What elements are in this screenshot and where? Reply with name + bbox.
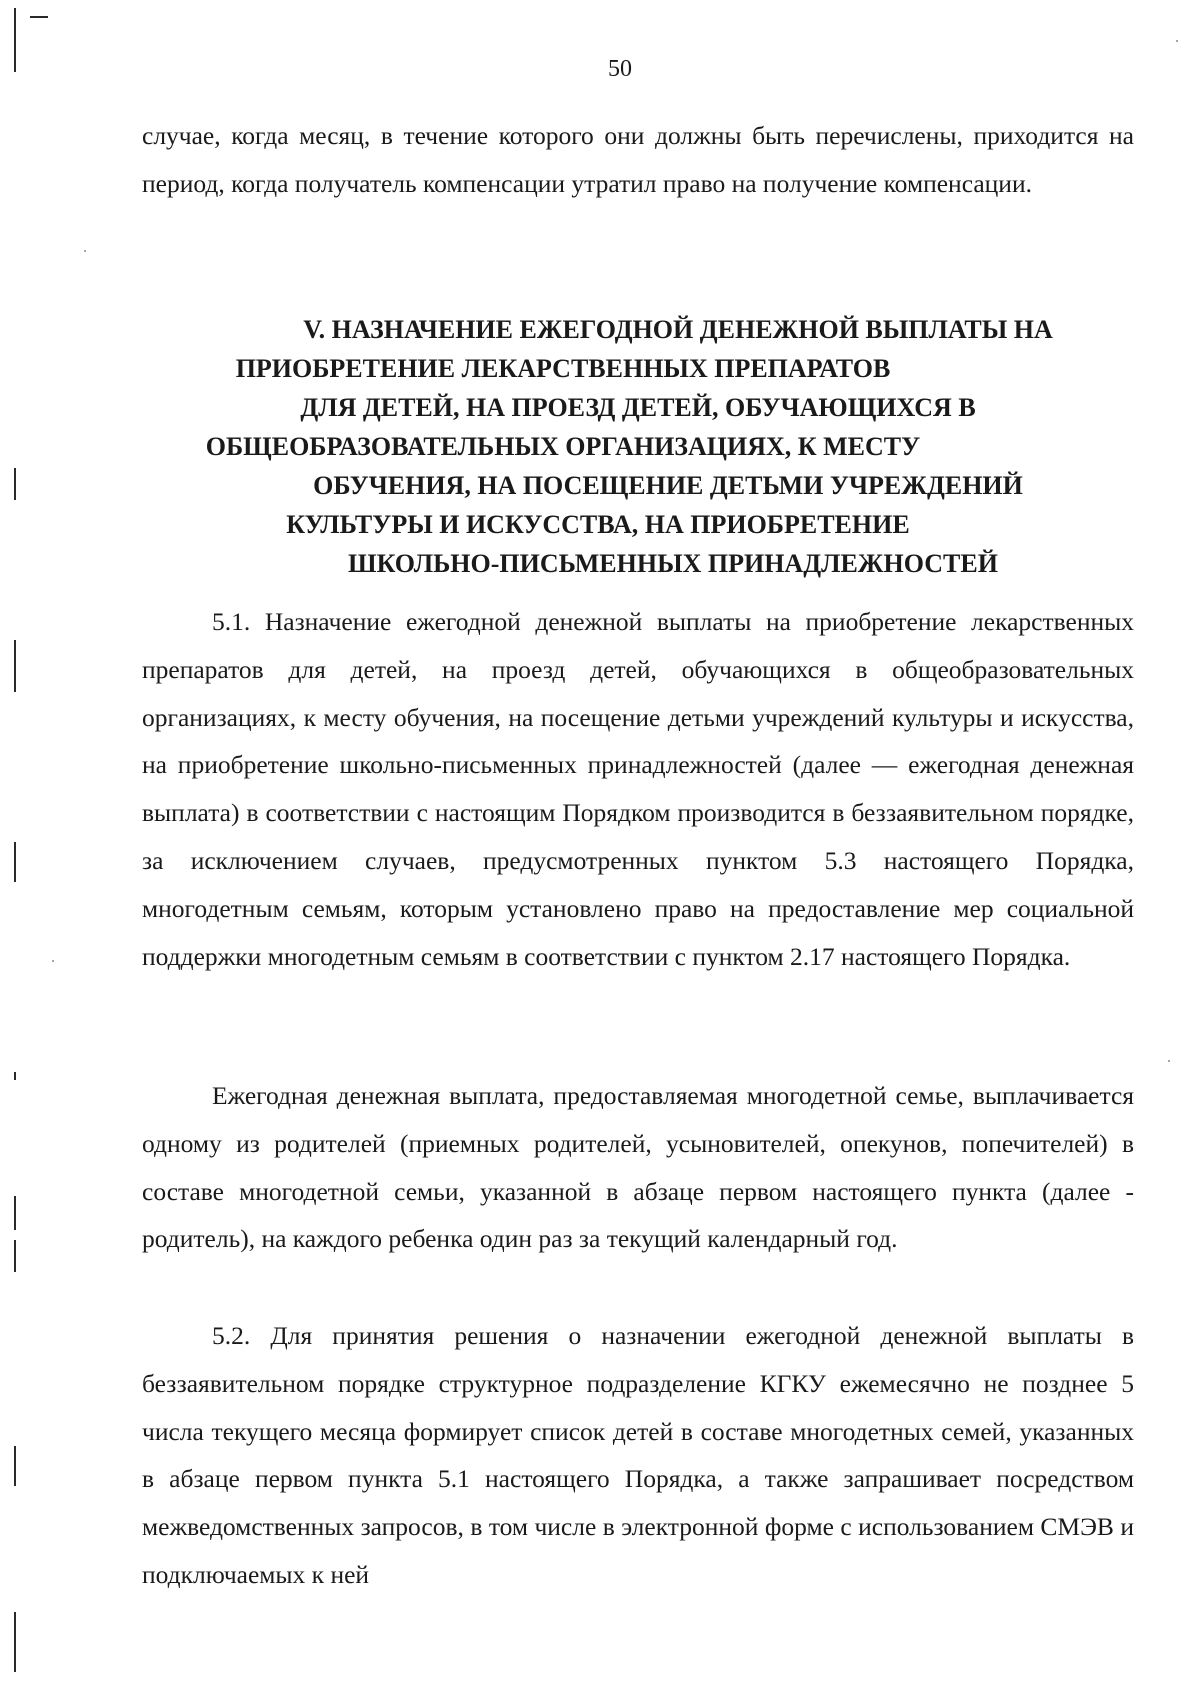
scan-speck <box>52 960 54 962</box>
scan-mark <box>14 1072 16 1080</box>
paragraph-5-1-second: Ежегодная денежная выплата, предоставляемая многодетной семье, выплачивается одному из родителей (приемных родителей, усыновителей, опекунов, попечителей) в составе многодетной семьи, указанной в абзаце первом настоящего пункта (далее - родитель), на каждого ребенка один раз за текущий календарный год. <box>142 1081 1134 1254</box>
page-number: 50 <box>608 56 632 82</box>
scan-mark <box>14 1196 16 1230</box>
paragraph-continuation: случае, когда месяц, в течение которого они должны быть перечислены, приходится на период, когда получатель компенсации утратил право на получение компенсации. <box>142 121 1134 198</box>
scan-mark <box>14 1612 16 1672</box>
scan-mark <box>14 842 16 882</box>
heading-line: V. НАЗНАЧЕНИЕ ЕЖЕГОДНОЙ ДЕНЕЖНОЙ ВЫПЛАТЫ НА <box>303 315 1053 344</box>
scan-mark <box>14 1446 16 1486</box>
paragraph-5-2: 5.2. Для принятия решения о назначении ежегодной денежной выплаты в беззаявительном порядке структурное подразделение КГКУ ежемесячно не позднее 5 числа текущего месяца формирует список детей в составе многодетных семей, указанных в абзаце первом пункта 5.1 настоящего Порядка, а также запрашивает посредством межведомственных запросов, в том числе в электронной форме с использованием СМЭВ и подключаемых к ней <box>142 1321 1134 1589</box>
heading-line: ОБУЧЕНИЯ, НА ПОСЕЩЕНИЕ ДЕТЬМИ УЧРЕЖДЕНИЙ <box>313 471 1023 500</box>
section-heading <box>142 310 1134 583</box>
heading-line: ШКОЛЬНО-ПИСЬМЕННЫХ ПРИНАДЛЕЖНОСТЕЙ <box>348 549 998 578</box>
heading-line: ОБЩЕОБРАЗОВАТЕЛЬНЫХ ОРГАНИЗАЦИЯХ, К МЕСТУ <box>205 432 921 461</box>
scan-mark <box>14 640 16 692</box>
scan-mark <box>14 468 16 500</box>
scan-speck <box>1176 40 1178 42</box>
scan-mark <box>30 16 48 18</box>
heading-line: ПРИОБРЕТЕНИЕ ЛЕКАРСТВЕННЫХ ПРЕПАРАТОВ <box>235 354 891 383</box>
heading-line: ДЛЯ ДЕТЕЙ, НА ПРОЕЗД ДЕТЕЙ, ОБУЧАЮЩИХСЯ В <box>300 393 976 422</box>
scan-speck <box>84 250 86 252</box>
heading-line: КУЛЬТУРЫ И ИСКУССТВА, НА ПРИОБРЕТЕНИЕ <box>286 510 910 539</box>
scan-speck <box>1168 1060 1170 1062</box>
paragraph-5-1: 5.1. Назначение ежегодной денежной выплаты на приобретение лекарственных препаратов для детей, на проезд детей, обучающихся в общеобразовательных организациях, к месту обучения, на посещение детьми учреждений культуры и искусства, на приобретение школьно-письменных принадлежностей (далее — ежегодная денежная выплата) в соответствии с настоящим Порядком производится в беззаявительном порядке, за исключением случаев, предусмотренных пунктом 5.3 настоящего Порядка, многодетным семьям, которым установлено право на предоставление мер социальной поддержки многодетным семьям в соответствии с пунктом 2.17 настоящего Порядка. <box>142 607 1134 971</box>
scan-mark <box>14 1240 16 1272</box>
